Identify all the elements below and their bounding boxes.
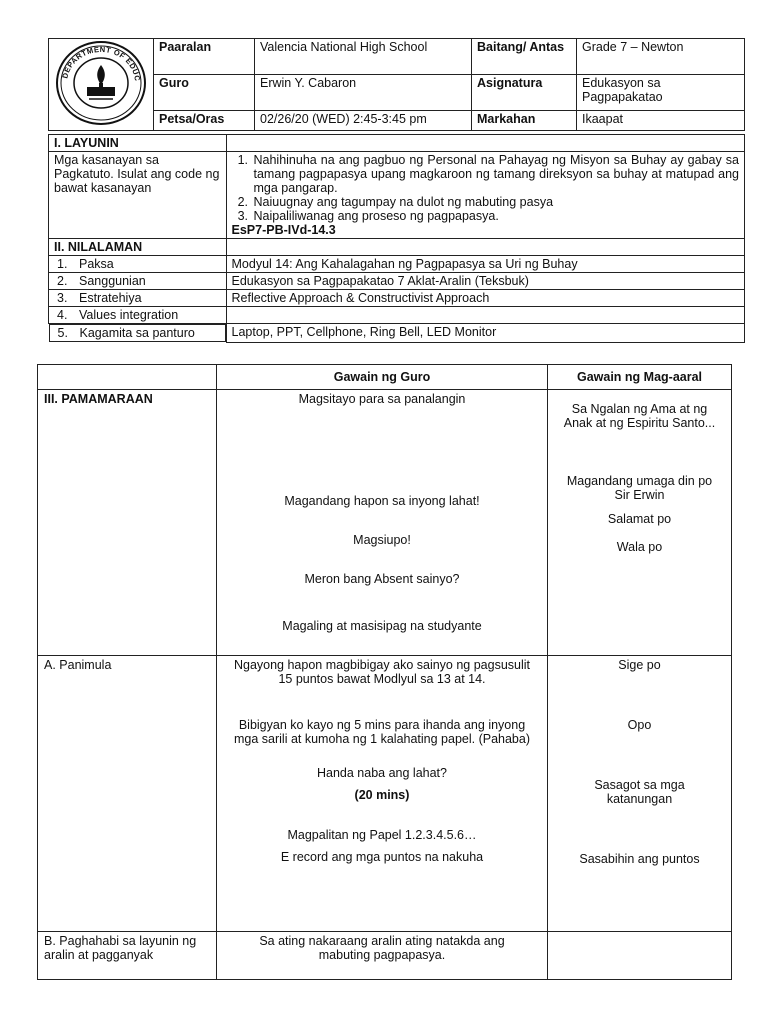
competency-code: EsP7-PB-IVd-14.3 [231,223,336,237]
section-title-paghahabi: B. Paghahabi sa layunin ng aralin at pagganyak [38,932,217,980]
content-row-value [226,307,745,324]
school-info-table [48,38,745,131]
svg-text:DEPARTMENT OF EDUCATION: DEPARTMENT OF EDUC [60,44,143,82]
teacher-activity-cell [217,656,548,932]
section-title-layunin: I. LAYUNIN [49,135,227,152]
student-line: Sige po [618,658,661,672]
student-line: Opo [627,718,652,732]
student-activity-cell [548,932,732,980]
teacher-line: Magandang hapon sa inyong lahat! [284,494,480,508]
content-row-value: Reflective Approach & Constructivist Approach [226,290,745,307]
school-value: Valencia National High School [255,39,472,75]
teacher-activity-cell [217,390,548,656]
student-activity-cell [548,390,732,656]
student-line: Wala po [616,540,663,554]
student-line: Sa Ngalan ng Ama at ng Anak at ng Espiritu Santo... [563,402,716,430]
teacher-line: (20 mins) [354,788,410,802]
teacher-label: Guro [154,74,255,110]
content-row-value: Modyul 14: Ang Kahalagahan ng Pagpapasya sa Uri ng Buhay [226,256,745,273]
section-title-panimula: A. Panimula [38,656,217,932]
teacher-line: Magpalitan ng Papel 1.2.3.4.5.6… [287,828,477,842]
student-line: Magandang umaga din po Sir Erwin [566,474,713,502]
grade-value: Grade 7 – Newton [577,39,745,75]
teacher-line: Ngayong hapon magbibigay ako sainyo ng pagsusulit 15 puntos bawat Modlyul sa 13 at 14. [233,658,531,686]
school-label: Paaralan [154,39,255,75]
content-row-label: 1. Paksa [49,256,227,273]
teacher-activity-header: Gawain ng Guro [217,365,548,390]
date-value: 02/26/20 (WED) 2:45-3:45 pm [255,110,472,130]
student-activity-header: Gawain ng Mag-aaral [548,365,732,390]
teacher-line: Sa ating nakaraang aralin ating natakda ang mabuting pagpapasya. [259,934,505,962]
teacher-line: Magsiupo! [353,533,411,547]
competency-item: 1. Nahihinuha na ang pagbuo ng Personal na Pahayag ng Misyon sa Buhay ay gabay sa tamang pagpapasya upang magkaroon ng tamang direksyon sa buhay at matupad ang mga pangarap. [252,153,740,195]
competency-list-cell [226,152,745,239]
content-row-label: 5. Kagamita sa panturo [49,324,226,342]
teacher-activity-cell [217,932,548,980]
student-activity-cell [548,656,732,932]
student-line: Sasagot sa mga katanungan [594,778,685,806]
section-title-nilalaman: II. NILALAMAN [49,239,227,256]
date-label: Petsa/Oras [154,110,255,130]
deped-seal-icon [53,39,149,127]
quarter-label: Markahan [472,110,577,130]
competency-item: 3. Naipaliliwanag ang proseso ng pagpapasya. [252,209,740,223]
student-line: Salamat po [607,512,672,526]
content-row-label: 4. Values integration [49,307,227,324]
competency-list [232,153,740,223]
teacher-line: E record ang mga puntos na nakuha [280,850,484,864]
content-row-value: Laptop, PPT, Cellphone, Ring Bell, LED Monitor [226,324,745,343]
quarter-value: Ikaapat [577,110,745,130]
deped-seal-cell [49,39,154,131]
subject-value: Edukasyon sa Pagpapakatao [577,74,745,110]
teacher-line: Bibigyan ko kayo ng 5 mins para ihanda ang inyong mga sarili at kumoha ng 1 kalahating papel. (Pahaba) [233,718,530,746]
objectives-table [48,134,745,343]
competency-item: 2. Naiuugnay ang tagumpay na dulot ng mabuting pasya [252,195,740,209]
content-row-label: 3. Estratehiya [49,290,227,307]
teacher-value: Erwin Y. Cabaron [255,74,472,110]
procedure-table [37,364,732,980]
grade-label: Baitang/ Antas [472,39,577,75]
teacher-line: Handa naba ang lahat? [317,766,447,780]
teacher-line: Magaling at masisipag na studyante [282,619,482,633]
content-row-label: 2. Sanggunian [49,273,227,290]
subject-label: Asignatura [472,74,577,110]
content-row-value: Edukasyon sa Pagpapakatao 7 Aklat-Aralin (Teksbuk) [226,273,745,290]
teacher-line: Meron bang Absent sainyo? [304,572,460,586]
section-title-pamamaraan: III. PAMAMARAAN [38,390,217,656]
competency-label: Mga kasanayan sa Pagkatuto. Isulat ang code ng bawat kasanayan [49,152,227,239]
teacher-line: Magsitayo para sa panalangin [298,392,466,406]
student-line: Sasabihin ang puntos [579,852,700,866]
